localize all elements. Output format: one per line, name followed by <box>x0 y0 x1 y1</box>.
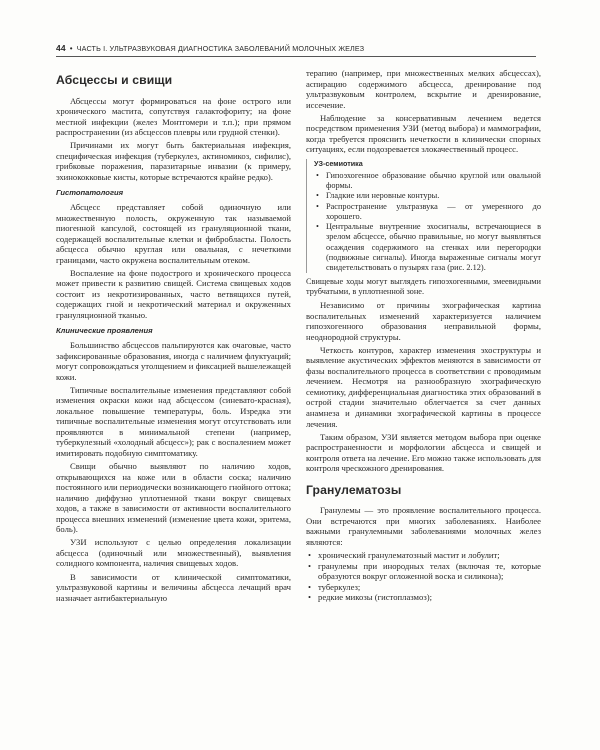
paragraph: Таким образом, УЗИ является методом выбора при оценке распространенности и морфологии абсцесса и свищей и контроля ответа на лечение. Его можно также использовать для контроля чрескожного дренирования. <box>306 431 541 474</box>
section-title-abscesses: Абсцессы и свищи <box>56 73 173 87</box>
us-semiotics-box <box>306 159 541 273</box>
paragraph: Свищевые ходы могут выглядеть гипоэхогенными, змеевидными трубчатыми, в уплотненной зоне. <box>306 277 541 297</box>
section-title-granulomatosis: Гранулематозы <box>306 482 402 497</box>
paragraph: Причинами их могут быть бактериальная инфекция, специфическая инфекция (туберкулез, актиномикоз, сифилис), грибковые поражения, паразитарные инвазии (к примеру, эхинококковые кисты, которые встречаются крайне редко). <box>56 140 291 182</box>
paragraph: Свищи обычно выявляют по наличию ходов, открывающихся на коже или в области соска; наличию постоянного или периодически возникающего гнойного оттока; наличию диффузно уплотненной ткани вокруг свищевых ходов, а также в зависимости от активности воспалительного процесса внешних изменений (изменение цвета кожи, эритема, боль). <box>56 461 291 535</box>
list-item: • гранулемы при инородных телах (включая те, которые образуются вокруг огложенной воска и силикона); <box>306 561 541 582</box>
us-semiotics-list <box>314 171 541 273</box>
paragraph-continuation: терапию (например, при множественных мелких абсцессах), аспирацию содержимого абсцесса, дренирование под ультразвуковым контролем, вскрытие и дренирование, иссечение. <box>306 68 541 110</box>
paragraph: Воспаление на фоне подострого и хронического процесса может привести к развитию свищей. Система свищевых ходов состоит из некротизированных, часто ветвящихся путей, содержащих гной и некротический материал и окруженных грануляционной тканью. <box>56 267 291 320</box>
part-title: ЧАСТЬ I. УЛЬТРАЗВУКОВАЯ ДИАГНОСТИКА ЗАБОЛЕВАНИЙ МОЛОЧНЫХ ЖЕЛЕЗ <box>76 43 365 53</box>
subsection-title-histopathology: Гистопатология <box>56 188 124 198</box>
paragraph: Типичные воспалительные изменения представляют собой изменения окраски кожи над абсцессом (синевато-красная), локальное повышение температуры, боль. Изредка эти типичные воспалительные изменения могут отсутствовать или проявляются в минимальной степени (например, туберкулезный «холодный абсцесс»); рак с воспалением может имитировать подобную симптоматику. <box>56 384 291 458</box>
paragraph: Абсцессы могут формироваться на фоне острого или хронического мастита, сопутствуя галактофориту; на фоне местной инфекции (желез Монтгомери и т.п.); при прямом распространении (из абсцессов плевры или грудной стенки). <box>56 95 291 138</box>
paragraph: Абсцесс представляет собой одиночную или множественную полость, окруженную так называемой пиогенной капсулой, состоящей из грануляционной ткани, содержащей воспалительные клетки и фибробласты. Полость абсцесса обычно круглая или овальная, с нечеткими границами, часто окружена воспалительным отеком. <box>56 201 291 265</box>
paragraph: В зависимости от клинической симптоматики, ультразвуковой картины и величины абсцесса лечащий врач назначает антибактериальную <box>56 571 291 603</box>
us-semiotics-title: УЗ-семиотика <box>314 158 363 168</box>
list-item: • редкие микозы (гистоплазмоз); <box>306 592 541 603</box>
list-item: • хронический гранулематозный мастит и лобулит; <box>306 550 541 561</box>
list-item: • туберкулез; <box>306 582 541 593</box>
running-header <box>56 43 536 53</box>
left-column <box>56 64 291 606</box>
list-item: • Гипоэхогенное образование обычно круглой или овальной формы. <box>314 171 541 191</box>
list-item: • Центральные внутренние эхосигналы, встречающиеся в зрелом абсцессе, обычно правильные, но могут выявляться осаждения содержимого на стенках или перегородки (подвижные сигналы). Иногда выраженные сигналы могут свидетельствовать о пузырях газа (рис. 2.12). <box>314 222 541 273</box>
list-item: • Гладкие или неровные контуры. <box>314 191 541 201</box>
paragraph: УЗИ используют с целью определения локализации абсцесса (одиночный или множественный), выявления солидного компонента, наличия свищевых ходов. <box>56 537 291 569</box>
granulomatosis-list <box>306 550 541 603</box>
page-number: 44 <box>56 43 66 53</box>
header-rule <box>56 56 536 57</box>
list-item: • Распространение ультразвука — от умеренного до хорошего. <box>314 202 541 222</box>
subsection-title-clinical: Клинические проявления <box>56 326 153 336</box>
paragraph: Четкость контуров, характер изменения эхоструктуры и выявление акустических эффектов меняются в зависимости от фазы воспалительного процесса в соответствии с проводимым лечением. Несмотря на разнообразную эхографическую семиотику, дифференциальная диагностика этих образований в острой стадии значительно облегчается за счет данных анамнеза и динамики эхографической картины в процессе лечения. <box>306 344 541 429</box>
paragraph: Независимо от причины эхографическая картина воспалительных изменений характеризуется наличием гипоэхогенного образования неправильной формы, неоднородной структуры. <box>306 300 541 342</box>
paragraph: Гранулемы — это проявление воспалительного процесса. Они встречаются при многих заболеваниях. Наиболее важными гранулемными заболеваниями молочных желез являются: <box>306 505 541 547</box>
paragraph: Большинство абсцессов пальпируются как очаговые, часто зафиксированные образования, иногда с наличием флуктуаций; могут сопровождаться утолщением и фиксацией вышележащей кожи. <box>56 340 291 382</box>
right-column <box>306 68 541 606</box>
header-bullet: • <box>69 43 73 53</box>
paragraph: Наблюдение за консервативным лечением ведется посредством применения УЗИ (метод выбора) и маммографии, когда требуется прояснить нечеткости в клинически спорных ситуациях, если подозревается злокачественный процесс. <box>306 112 541 155</box>
